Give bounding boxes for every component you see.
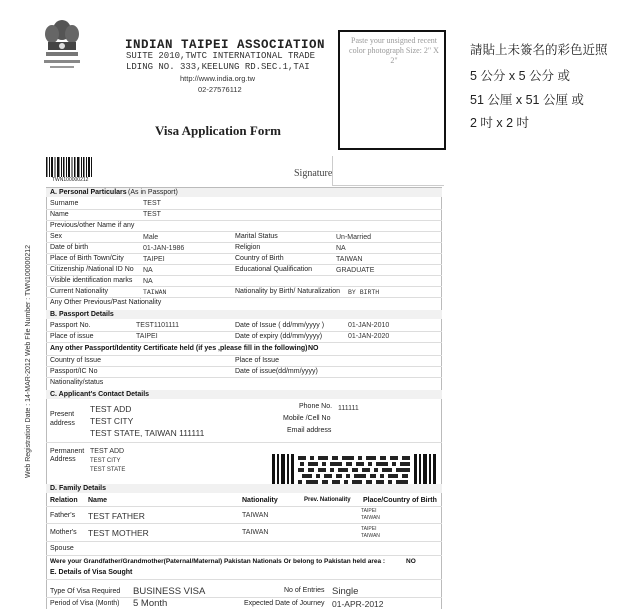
row-divider [46, 506, 442, 507]
journey-date-label: Expected Date of Journey [244, 600, 325, 607]
date-of-issue-value: 01-JAN-2010 [348, 322, 390, 329]
present-address-line-1: TEST ADD [90, 404, 132, 414]
education-label: Educational Qualification [235, 266, 313, 273]
section-c-title: C. Applicant's Contact Details [50, 391, 150, 398]
place-of-issue-value: TAIPEI [136, 333, 158, 340]
family-header-prev-nationality: Prev. Nationality [304, 497, 351, 503]
row-divider [46, 541, 442, 542]
passport-ic-no-label: Passport/IC No [50, 368, 98, 375]
permanent-address-label-2: Address [50, 456, 76, 463]
surname-label: Surname [50, 200, 79, 207]
entries-value: Single [332, 586, 359, 597]
row-divider [46, 242, 442, 243]
org-address-1: SUITE 2010,TWTC INTERNATIONAL TRADE [126, 51, 316, 61]
dob-value: 01-JAN-1986 [143, 245, 185, 252]
place-of-issue-label: Place of issue [50, 333, 94, 340]
national-emblem-icon [40, 18, 84, 80]
dob-label: Date of birth [50, 244, 89, 251]
sex-label: Sex [50, 233, 63, 240]
row-divider [46, 579, 442, 580]
row-divider [46, 523, 442, 524]
photo-box [338, 30, 446, 150]
mother-name: TEST MOTHER [88, 528, 149, 538]
nationality-by-label: Nationality by Birth/ Naturalization [235, 288, 341, 295]
present-address-label-2: address [50, 420, 75, 427]
sex-value: Male [143, 234, 159, 241]
date-of-expiry-value: 01-JAN-2020 [348, 333, 390, 340]
permanent-address-line-3: TEST STATE [90, 467, 126, 473]
barcode-small [46, 157, 92, 177]
previous-nationality-label: Any Other Previous/Past Nationality [50, 299, 162, 306]
row-divider [46, 253, 442, 254]
visa-period-value: 5 Month [133, 598, 168, 609]
name-label: Name [50, 211, 69, 218]
org-phone: 02-27576112 [198, 85, 242, 94]
permanent-address-line-1: TEST ADD [90, 448, 125, 455]
country-of-issue-label: Country of Issue [50, 357, 101, 364]
current-nationality-value: TAIWAN [143, 289, 167, 296]
form-title: Visa Application Form [155, 123, 281, 138]
family-header-nationality: Nationality [242, 497, 278, 504]
row-divider [46, 220, 442, 221]
web-registration-date: Web Registration Date : 14-MAR-2012 [25, 358, 32, 478]
row-divider [46, 355, 442, 356]
nationality-by-value: BY BIRTH [348, 289, 380, 296]
mother-place-1: TAIPEI [361, 526, 377, 532]
signature-label: Signature [294, 168, 333, 179]
other-date-of-issue-label: Date of issue(dd/mm/yyyy) [235, 368, 318, 375]
religion-label: Religion [235, 244, 261, 251]
cob-value: TAIWAN [336, 256, 363, 263]
section-a-title: A. Personal Particulars [50, 189, 127, 196]
visible-marks-label: Visible identification marks [50, 277, 133, 284]
row-divider [46, 597, 442, 598]
web-file-number: Web File Number : TWN100000212 [25, 244, 32, 356]
present-address-label-1: Present [50, 411, 75, 418]
photo-note-line-3: 51 公厘 x 51 公厘 或 [470, 93, 584, 107]
passport-no-value: TEST1101111 [136, 322, 180, 329]
visa-type-value: BUSINESS VISA [133, 586, 206, 597]
visible-marks-value: NA [143, 278, 153, 285]
photo-note-line-1: 請貼上未簽名的彩色近照 [470, 43, 608, 57]
present-address-line-3: TEST STATE, TAIWAN 111111 [90, 428, 205, 438]
org-name: INDIAN TAIPEI ASSOCIATION [125, 38, 326, 52]
father-nationality: TAIWAN [242, 512, 269, 519]
phone-value: 111111 [338, 405, 359, 412]
marital-status-value: Un-Married [336, 234, 372, 241]
spouse-label: Spouse [50, 545, 74, 552]
grandparents-answer: NO [406, 558, 416, 565]
entries-label: No of Entries [284, 587, 325, 594]
mother-place-2: TAIWAN [361, 533, 380, 539]
citizenship-id-label: Citizenship /National ID No [50, 266, 134, 273]
mother-nationality: TAIWAN [242, 529, 269, 536]
grandparents-question: Were your Grandfather/Grandmother(Paternal/Maternal) Pakistan Nationals Or belong to Pakistan held area : [50, 558, 386, 565]
date-of-expiry-label: Date of expiry (dd/mm/yyyy) [235, 333, 323, 340]
permanent-address-line-2: TEST CITY [90, 458, 121, 464]
passport-no-label: Passport No. [50, 322, 91, 329]
family-header-relation: Relation [50, 497, 78, 504]
father-place-2: TAIWAN [361, 515, 380, 521]
row-divider [46, 297, 442, 298]
journey-date-value: 01-APR-2012 [332, 599, 384, 609]
other-place-of-issue-label: Place of Issue [235, 357, 279, 364]
photo-hint: Paste your unsigned recent color photograph Size: 2" X 2" [349, 36, 439, 65]
row-divider [46, 264, 442, 265]
org-address-2: LDING NO. 333,KEELUNG RD.SEC.1,TAI [126, 62, 310, 72]
row-divider [46, 555, 442, 556]
date-of-issue-label: Date of Issue ( dd/mm/yyyy ) [235, 322, 325, 329]
row-divider [46, 342, 442, 343]
visa-period-label: Period of Visa (Month) [50, 600, 120, 607]
row-divider [46, 209, 442, 210]
signature-box [332, 156, 444, 186]
other-passport-question: Any other Passport/Identity Certificate held (if yes ,please fill in the following) [50, 345, 308, 352]
previous-name-label: Previous/other Name if any [50, 222, 135, 229]
barcode-label: TWN100000212 [52, 177, 89, 183]
present-address-line-2: TEST CITY [90, 416, 134, 426]
row-divider [46, 377, 442, 378]
mobile-label: Mobile /Cell No [283, 415, 331, 422]
nationality-status-label: Nationality/status [50, 379, 104, 386]
org-website: http://www.india.org.tw [180, 74, 256, 83]
mother-label: Mother's [50, 529, 77, 536]
section-e-title: E. Details of Visa Sought [50, 569, 133, 576]
other-passport-answer: NO [308, 345, 319, 352]
visa-type-label: Type Of Visa Required [50, 588, 121, 595]
photo-note-line-4: 2 吋 x 2 吋 [470, 116, 530, 130]
row-divider [46, 331, 442, 332]
father-name: TEST FATHER [88, 511, 145, 521]
family-header-place-of-birth: Place/Country of Birth [363, 497, 437, 504]
row-divider [46, 366, 442, 367]
phone-label: Phone No. [299, 403, 333, 410]
name-value: TEST [143, 211, 161, 218]
education-value: GRADUATE [336, 267, 375, 274]
marital-status-label: Marital Status [235, 233, 278, 240]
row-divider [46, 231, 442, 232]
citizenship-id-value: NA [143, 267, 153, 274]
section-d-title: D. Family Details [50, 485, 107, 492]
father-place-1: TAIPEI [361, 508, 377, 514]
current-nationality-label: Current Nationality [50, 288, 108, 295]
email-label: Email address [287, 427, 332, 434]
row-divider [46, 442, 442, 443]
father-label: Father's [50, 512, 76, 519]
section-a-subtitle: (As in Passport) [128, 189, 178, 196]
pob-value: TAIPEI [143, 256, 165, 263]
cob-label: Country of Birth [235, 255, 284, 262]
surname-value: TEST [143, 200, 161, 207]
photo-note-line-2: 5 公分 x 5 公分 或 [470, 69, 571, 83]
permanent-address-label-1: Permanent [50, 448, 85, 455]
row-divider [46, 275, 442, 276]
section-b-title: B. Passport Details [50, 311, 114, 318]
religion-value: NA [336, 245, 346, 252]
row-divider [46, 286, 442, 287]
pob-label: Place of Birth Town/City [50, 255, 124, 262]
family-header-name: Name [88, 497, 108, 504]
